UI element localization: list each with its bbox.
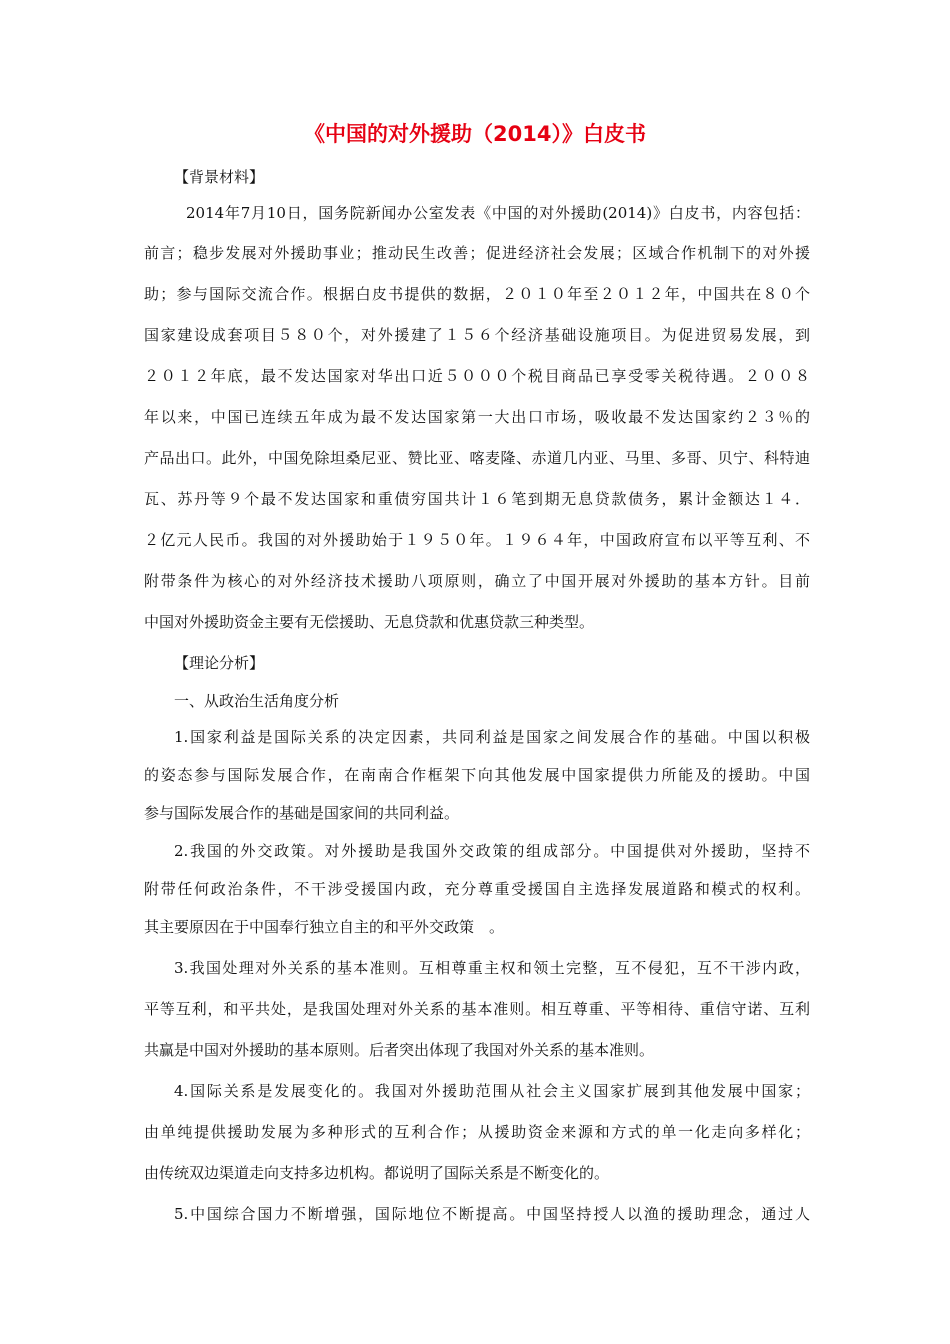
point-4-line: 由传统双边渠道走向支持多边机构。都说明了国际关系是不断变化的。 xyxy=(144,1164,610,1182)
document-title: 《中国的对外援助（2014）》白皮书 xyxy=(304,122,646,146)
point-5-line: 5.中国综合国力不断增强，国际地位不断提高。中国坚持授人以渔的援助理念，通过人 xyxy=(174,1205,810,1223)
point-3-line: 共赢是中国对外援助的基本原则。后者突出体现了我国对外关系的基本准则。 xyxy=(144,1041,655,1059)
background-line: 附带条件为核心的对外经济技术援助八项原则，确立了中国开展对外援助的基本方针。目前 xyxy=(144,572,810,590)
background-line: 产品出口。此外，中国免除坦桑尼亚、赞比亚、喀麦隆、赤道几内亚、马里、多哥、贝宁、科特迪 xyxy=(144,449,810,467)
point-2-line: 附带任何政治条件，不干涉受援国内政，充分尊重受援国自主选择发展道路和模式的权利。 xyxy=(144,880,810,898)
background-line: ２亿元人民币。我国的对外援助始于１９５０年。１９６４年，中国政府宣布以平等互利、不 xyxy=(144,531,810,549)
point-2-line: 其主要原因在于中国奉行独立自主的和平外交政策 。 xyxy=(144,918,505,936)
background-line: 瓦、苏丹等９个最不发达国家和重债穷国共计１６笔到期无息贷款债务，累计金额达１４． xyxy=(144,490,810,508)
point-3-line: 3.我国处理对外关系的基本准则。互相尊重主权和领土完整，互不侵犯，互不干涉内政， xyxy=(174,959,810,977)
background-line: 前言；稳步发展对外援助事业；推动民生改善；促进经济社会发展；区域合作机制下的对外援 xyxy=(144,244,810,262)
point-2-line: 2.我国的外交政策。对外援助是我国外交政策的组成部分。中国提供对外援助，坚持不 xyxy=(174,842,810,860)
background-line: 2014年7月10日，国务院新闻办公室发表《中国的对外援助(2014)》白皮书，内容包括： xyxy=(186,204,810,222)
point-4-line: 由单纯提供援助发展为多种形式的互利合作；从援助资金来源和方式的单一化走向多样化； xyxy=(144,1123,810,1141)
background-line: 助；参与国际交流合作。根据白皮书提供的数据，２０１０年至２０１２年，中国共在８０个 xyxy=(144,285,810,303)
point-4-line: 4.国际关系是发展变化的。我国对外援助范围从社会主义国家扩展到其他发展中国家； xyxy=(174,1082,810,1100)
background-line: 国家建设成套项目５８０个，对外援建了１５６个经济基础设施项目。为促进贸易发展，到 xyxy=(144,326,810,344)
point-1-line: 参与国际发展合作的基础是国家间的共同利益。 xyxy=(144,804,460,822)
point-1-line: 的姿态参与国际发展合作，在南南合作框架下向其他发展中国家提供力所能及的援助。中国 xyxy=(144,766,810,784)
theory-heading: 【理论分析】 xyxy=(174,654,265,672)
point-1-line: 1.国家利益是国际关系的决定因素，共同利益是国家之间发展合作的基础。中国以积极 xyxy=(174,728,810,746)
point-3-line: 平等互利，和平共处，是我国处理对外关系的基本准则。相互尊重、平等相待、重信守诺、互利 xyxy=(144,1000,810,1018)
background-line: 中国对外援助资金主要有无偿援助、无息贷款和优惠贷款三种类型。 xyxy=(144,613,595,631)
background-line: 年以来，中国已连续五年成为最不发达国家第一大出口市场，吸收最不发达国家约２３％的 xyxy=(144,408,810,426)
background-line: ２０１２年底，最不发达国家对华出口近５０００个税目商品已享受零关税待遇。２００８ xyxy=(144,367,810,385)
section-heading: 一、从政治生活角度分析 xyxy=(174,692,340,710)
background-heading: 【背景材料】 xyxy=(174,168,265,186)
